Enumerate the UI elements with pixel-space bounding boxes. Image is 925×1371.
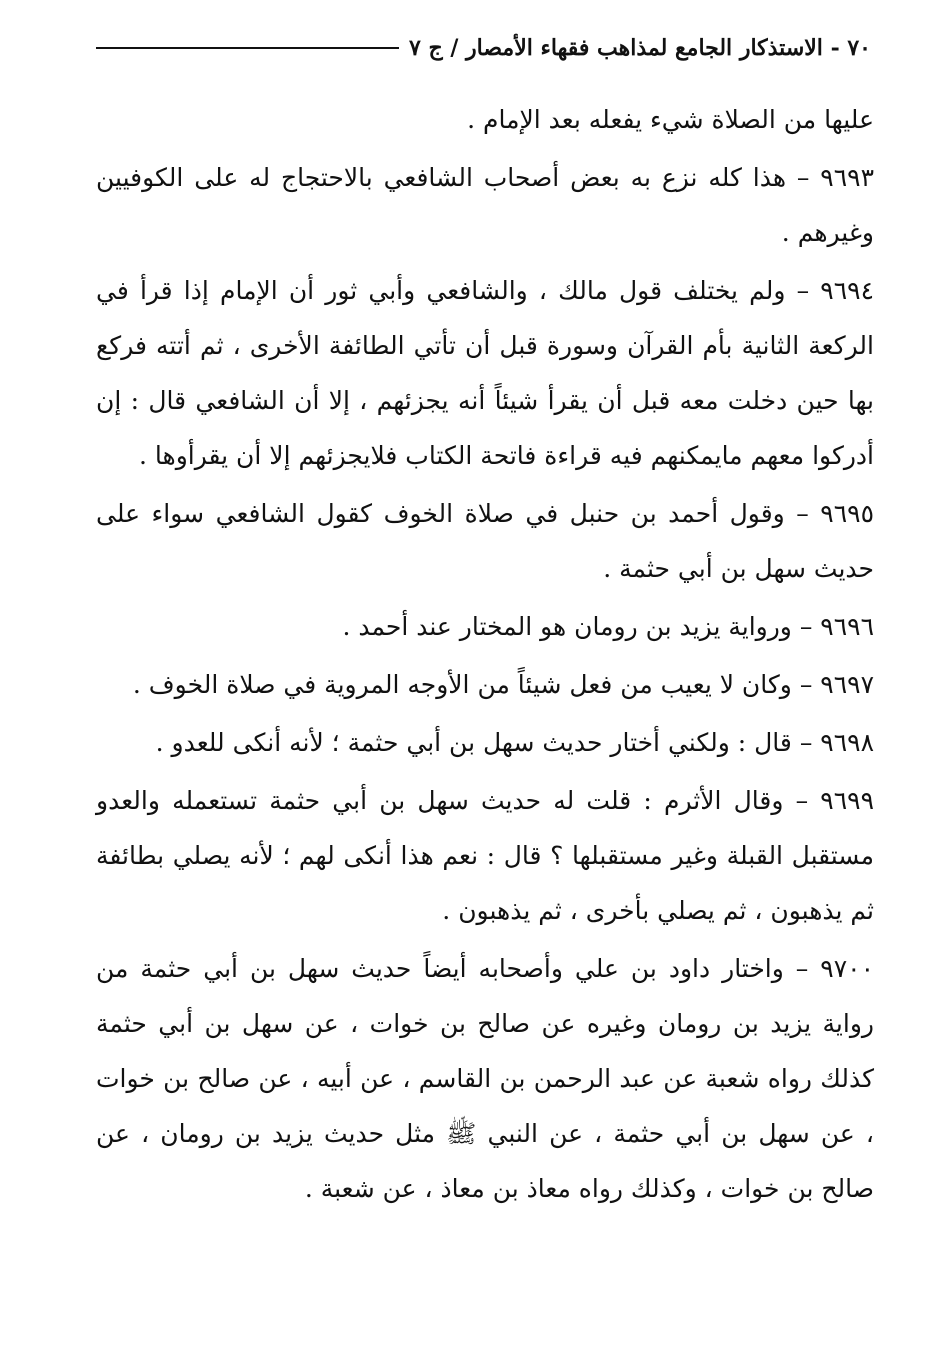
paragraph-text: – قال : ولكني أختار حديث سهل بن أبي حثمة ؛ لأنه أنكى للعدو . — [155, 728, 821, 757]
paragraph-9696 — [96, 599, 874, 654]
paragraph-text: – هذا كله نزع به بعض أصحاب الشافعي بالاحتجاج له على الكوفيين وغيرهم . — [96, 163, 874, 247]
header-title: ٧٠ - الاستذكار الجامع لمذاهب فقهاء الأمصار / ج ٧ — [408, 35, 871, 61]
paragraph-number: ٩٦٩٩ — [820, 786, 874, 815]
paragraph-continuation — [96, 92, 874, 147]
paragraph-number: ٩٦٩٦ — [820, 612, 874, 641]
paragraph-number: ٩٦٩٤ — [820, 276, 874, 305]
paragraph-number: ٩٦٩٧ — [820, 670, 874, 699]
paragraph-9695 — [96, 486, 874, 596]
paragraph-9698 — [96, 715, 874, 770]
header-rule — [96, 47, 399, 49]
paragraph-number: ٩٦٩٥ — [820, 499, 874, 528]
paragraph-9697 — [96, 657, 874, 712]
paragraph-9694 — [96, 263, 874, 483]
paragraph-text: – وقول أحمد بن حنبل في صلاة الخوف كقول الشافعي سواء على حديث سهل بن أبي حثمة . — [96, 499, 874, 583]
paragraph-text: – ولم يختلف قول مالك ، والشافعي وأبي ثور أن الإمام إذا قرأ في الركعة الثانية بأم القرآن وسورة قبل أن تأتي الطائفة الأخرى ، ثم أتته فركع بها حين دخلت معه قبل أن يقرأ شيئاً أنه يجزئهم ، إلا أن الشافعي قال : إن أدركوا معهم مايمكنهم فيه قراءة فاتحة الكتاب فلايجزئهم إلا أن يقرأوها . — [96, 276, 874, 470]
paragraph-text: – وقال الأثرم : قلت له حديث سهل بن أبي حثمة تستعمله والعدو مستقبل القبلة وغير مستقبلها ؟ قال : نعم هذا أنكى لهم ؛ لأنه يصلي بطائفة ثم يذهبون ، ثم يصلي بأخرى ، ثم يذهبون . — [96, 786, 874, 925]
paragraph-9700 — [96, 941, 874, 1216]
paragraph-text: – وكان لا يعيب من فعل شيئاً من الأوجه المروية في صلاة الخوف . — [132, 670, 821, 699]
paragraph-number: ٩٧٠٠ — [820, 954, 874, 983]
paragraph-number: ٩٦٩٣ — [820, 163, 874, 192]
paragraph-text: عليها من الصلاة شيء يفعله بعد الإمام . — [467, 105, 874, 134]
text-body — [96, 92, 874, 1216]
running-header — [96, 28, 871, 68]
paragraph-number: ٩٦٩٨ — [820, 728, 874, 757]
paragraph-9693 — [96, 150, 874, 260]
paragraph-9699 — [96, 773, 874, 938]
paragraph-text: – ورواية يزيد بن رومان هو المختار عند أحمد . — [342, 612, 821, 641]
paragraph-text: – واختار داود بن علي وأصحابه أيضاً حديث سهل بن أبي حثمة من رواية يزيد بن رومان وغيره عن صالح بن خوات ، عن سهل بن أبي حثمة كذلك رواه شعبة عن عبد الرحمن بن القاسم ، عن أبيه ، عن صالح بن خوات ، عن سهل بن أبي حثمة ، عن النبي ﷺ مثل حديث يزيد بن رومان ، عن صالح بن خوات ، وكذلك رواه معاذ بن معاذ ، عن شعبة . — [96, 954, 874, 1203]
